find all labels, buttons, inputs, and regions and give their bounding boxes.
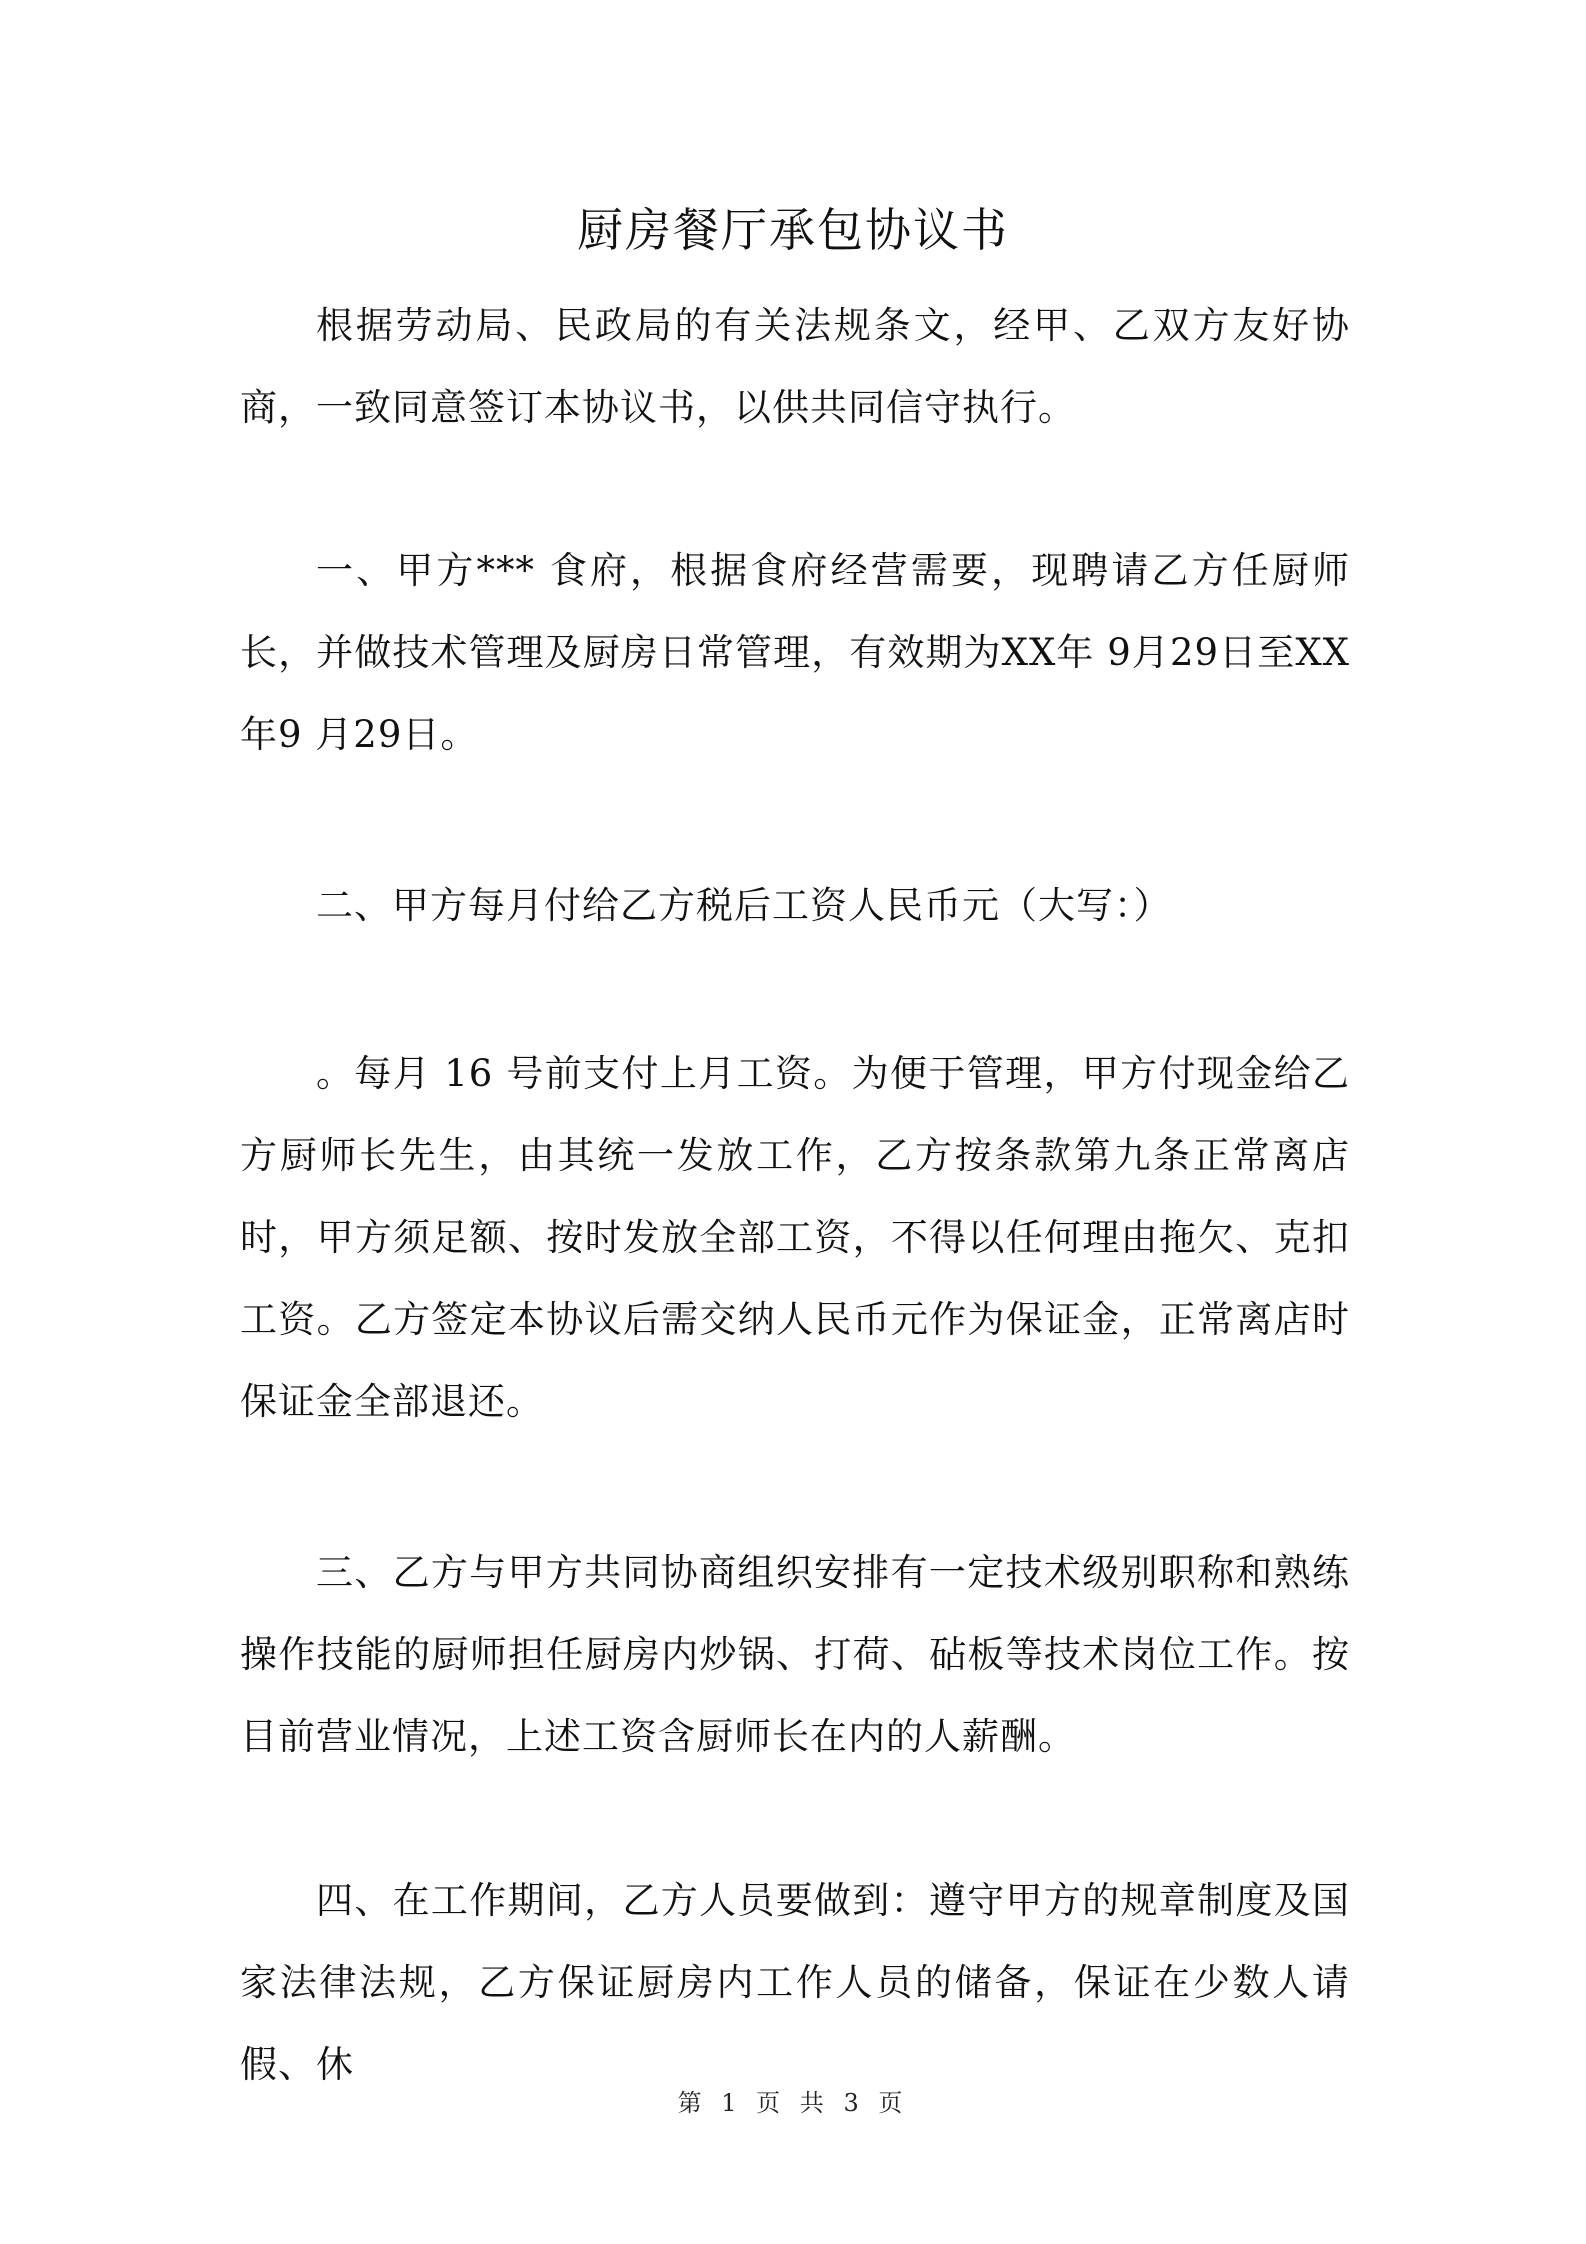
document-title: 厨房餐厅承包协议书 <box>577 203 1009 257</box>
paragraph-intro: 根据劳动局、民政局的有关法规条文，经甲、乙双方友好协商，一致同意签订本协议书，以供共同信守执行。 <box>240 304 1350 429</box>
paragraph-clause-2-continued: 。每月 16 号前支付上月工资。为便于管理，甲方付现金给乙方厨师长先生，由其统一发放工作，乙方按条款第九条正常离店时，甲方须足额、按时发放全部工资，不得以任何理由拖欠、克扣工资。乙方签定本协议后需交纳人民币元作为保证金，正常离店时保证金全部退还。 <box>240 1052 1350 1423</box>
page-number-footer: 第 1 页 共 3 页 <box>677 2089 909 2117</box>
paragraph-clause-4: 四、在工作期间，乙方人员要做到：遵守甲方的规章制度及国家法律法规，乙方保证厨房内工作人员的储备，保证在少数人请假、休 <box>240 1879 1350 2086</box>
paragraph-clause-3: 三、乙方与甲方共同协商组织安排有一定技术级别职称和熟练操作技能的厨师担任厨房内炒锅、打荷、砧板等技术岗位工作。按目前营业情况，上述工资含厨师长在内的人薪酬。 <box>240 1551 1350 1758</box>
paragraph-clause-2: 二、甲方每月付给乙方税后工资人民币元（大写：） <box>316 884 1172 927</box>
paragraph-clause-1: 一、甲方*** 食府，根据食府经营需要，现聘请乙方任厨师长，并做技术管理及厨房日常管理，有效期为XX年 9月29日至XX年9 月29日。 <box>240 549 1350 756</box>
